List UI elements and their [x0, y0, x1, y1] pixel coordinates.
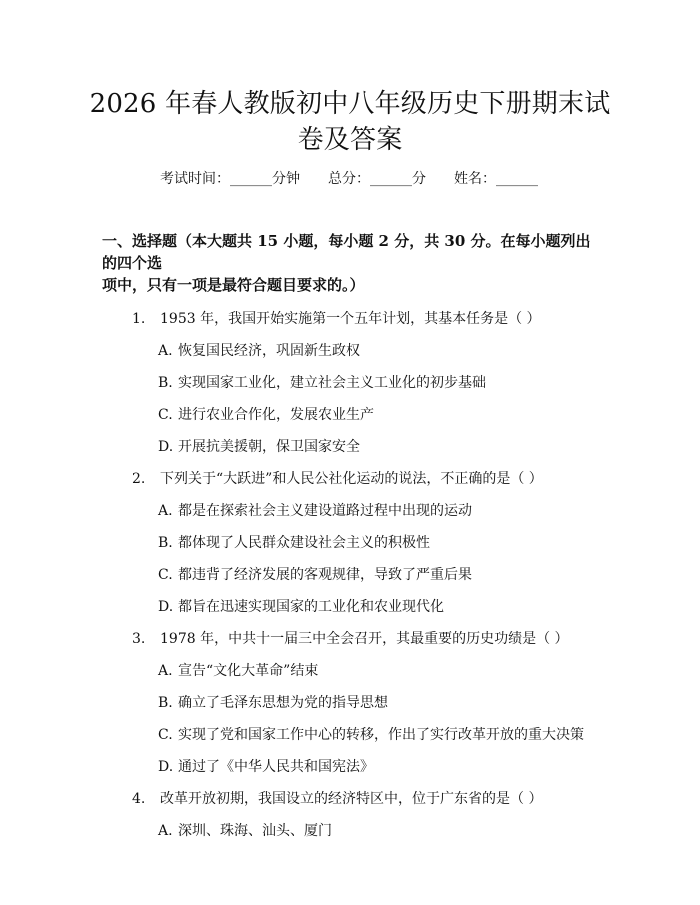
option-letter: D. — [158, 599, 174, 615]
question-number: 1. — [132, 311, 146, 327]
option-text: 开展抗美援朝，保卫国家安全 — [178, 439, 360, 455]
title-line-1: 2026 年春人教版初中八年级历史下册期末试 — [89, 89, 611, 119]
option-text: 宣告“文化大革命”结束 — [178, 663, 319, 679]
option-letter: D. — [158, 439, 174, 455]
exam-info-line — [160, 170, 580, 188]
question-4 — [132, 789, 602, 809]
question-3-option-b — [158, 693, 598, 713]
option-letter: A. — [158, 663, 173, 679]
option-text: 都是在探索社会主义建设道路过程中出现的运动 — [178, 503, 472, 519]
option-text: 深圳、珠海、汕头、厦门 — [178, 823, 332, 839]
option-letter: A. — [158, 503, 173, 519]
exam-time-field: 考试时间：______分钟 — [160, 171, 300, 187]
question-1 — [132, 309, 602, 329]
option-letter: C. — [158, 727, 173, 743]
page-title — [80, 86, 620, 158]
option-text: 都体现了人民群众建设社会主义的积极性 — [178, 535, 430, 551]
option-text: 通过了《中华人民共和国宪法》 — [178, 759, 374, 775]
question-number: 2. — [132, 471, 146, 487]
question-2-option-b — [158, 533, 598, 553]
question-1-option-b — [158, 373, 598, 393]
question-1-option-d — [158, 437, 598, 457]
title-line-2: 卷及答案 — [297, 125, 403, 155]
option-text: 实现了党和国家工作中心的转移，作出了实行改革开放的重大决策 — [178, 727, 584, 743]
option-text: 进行农业合作化，发展农业生产 — [178, 407, 374, 423]
question-2-option-c — [158, 565, 598, 585]
option-text: 都违背了经济发展的客观规律，导致了严重后果 — [178, 567, 472, 583]
question-3 — [132, 629, 602, 649]
question-number: 3. — [132, 631, 146, 647]
student-name-field: 姓名：______ — [454, 171, 538, 187]
question-number: 4. — [132, 791, 146, 807]
option-text: 确立了毛泽东思想为党的指导思想 — [178, 695, 388, 711]
total-score-field: 总分：______分 — [328, 171, 426, 187]
option-letter: C. — [158, 407, 173, 423]
question-3-option-d — [158, 757, 598, 777]
question-text: 改革开放初期，我国设立的经济特区中，位于广东省的是（ ） — [160, 791, 543, 807]
section-heading-line-1: 一、选择题（本大题共 15 小题，每小题 2 分，共 30 分。在每小题列出的四个选 — [102, 232, 591, 272]
option-letter: A. — [158, 823, 173, 839]
option-letter: C. — [158, 567, 173, 583]
question-2-option-a — [158, 501, 598, 521]
question-4-option-a — [158, 821, 598, 841]
question-3-option-c — [158, 725, 598, 745]
option-text: 都旨在迅速实现国家的工业化和农业现代化 — [178, 599, 444, 615]
question-text: 1953 年，我国开始实施第一个五年计划，其基本任务是（ ） — [160, 311, 541, 327]
option-letter: A. — [158, 343, 173, 359]
question-text: 下列关于“大跃进”和人民公社化运动的说法，不正确的是（ ） — [160, 471, 543, 487]
question-text: 1978 年，中共十一届三中全会召开，其最重要的历史功绩是（ ） — [160, 631, 569, 647]
option-letter: B. — [158, 695, 173, 711]
question-3-option-a — [158, 661, 598, 681]
question-2-option-d — [158, 597, 598, 617]
question-2 — [132, 469, 602, 489]
option-letter: D. — [158, 759, 174, 775]
option-letter: B. — [158, 535, 173, 551]
option-letter: B. — [158, 375, 173, 391]
section-heading — [102, 230, 602, 296]
question-1-option-c — [158, 405, 598, 425]
question-1-option-a — [158, 341, 598, 361]
option-text: 恢复国民经济，巩固新生政权 — [178, 343, 360, 359]
option-text: 实现国家工业化，建立社会主义工业化的初步基础 — [178, 375, 486, 391]
section-heading-line-2: 项中，只有一项是最符合题目要求的。） — [102, 276, 365, 294]
